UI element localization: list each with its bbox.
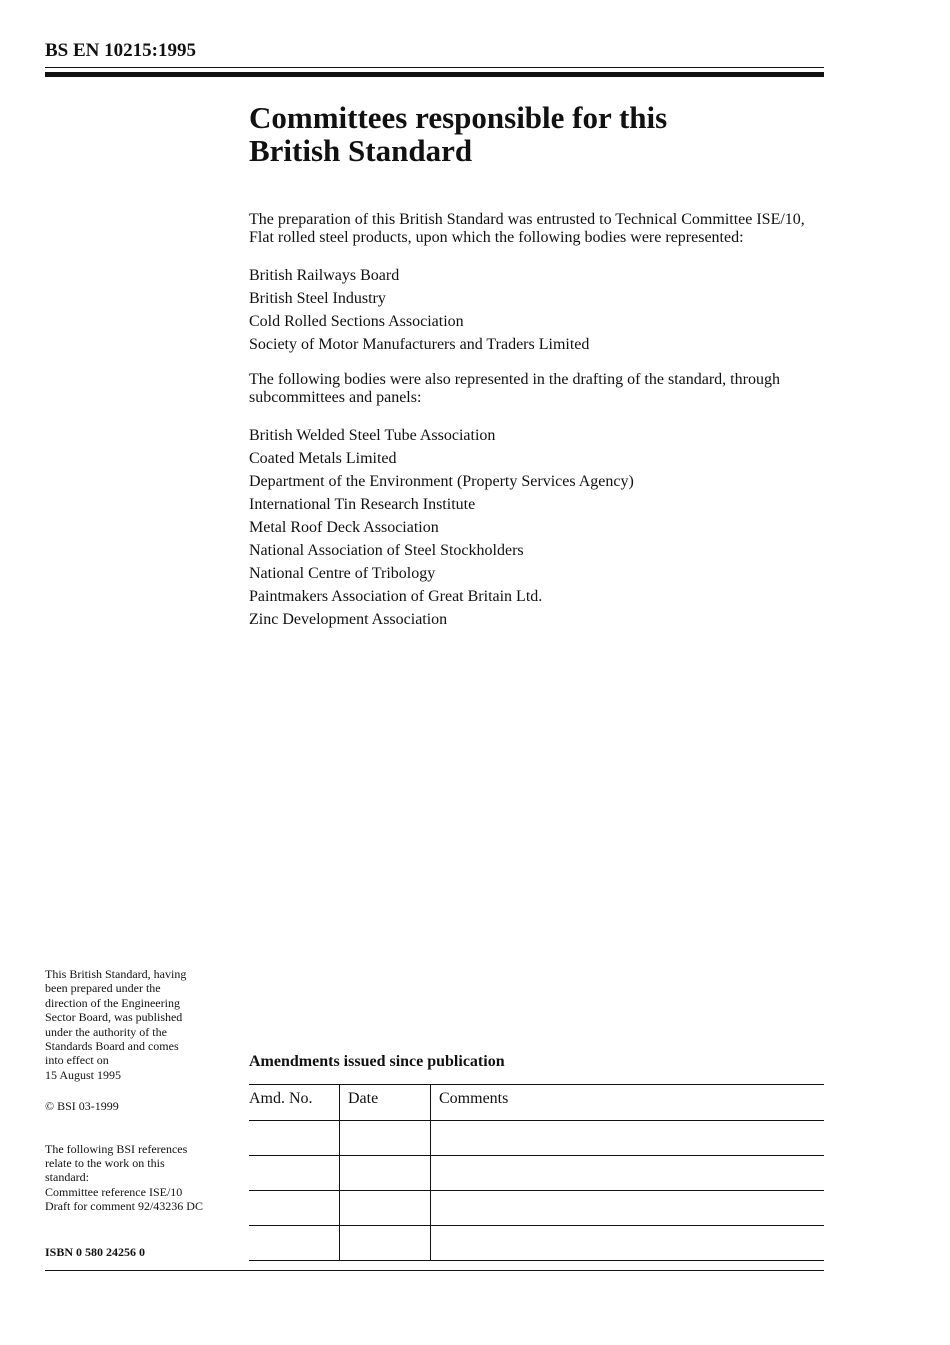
table-row: [249, 1121, 824, 1156]
committee-section: [249, 211, 829, 631]
footer-rule: [45, 1270, 824, 1271]
page-title-line-1: Committees responsible for this: [249, 100, 668, 135]
amendments-header-row: [249, 1085, 824, 1121]
table-cell: [431, 1121, 825, 1156]
publication-note: This British Standard, having been prepared under the direction of the Engineering Sector Board, was published under the authority of the Standards Board and comes into effect on 15 August 1995: [45, 967, 187, 1082]
publication-sidebar: [45, 967, 235, 1214]
list-item: National Association of Steel Stockholders: [249, 542, 524, 559]
list-item: National Centre of Tribology: [249, 565, 436, 582]
list-item: Coated Metals Limited: [249, 450, 397, 467]
list-item: British Steel Industry: [249, 290, 386, 307]
isbn: ISBN 0 580 24256 0: [45, 1245, 146, 1259]
represented-bodies-list: [249, 264, 829, 356]
copyright-notice: © BSI 03-1999: [45, 1099, 119, 1114]
table-row: [249, 1191, 824, 1226]
list-item: British Railways Board: [249, 267, 400, 284]
list-item: International Tin Research Institute: [249, 496, 476, 513]
document-code: BS EN 10215:1995: [45, 40, 196, 61]
table-cell: [249, 1121, 340, 1156]
header-thin-rule: [45, 67, 824, 68]
list-item: Zinc Development Association: [249, 611, 448, 628]
table-cell: [249, 1226, 340, 1261]
table-row: [249, 1226, 824, 1261]
amendments-heading: Amendments issued since publication: [249, 1053, 505, 1070]
table-cell: [431, 1226, 825, 1261]
list-item: Metal Roof Deck Association: [249, 519, 439, 536]
table-cell: [340, 1121, 431, 1156]
subcommittee-bodies-list: [249, 424, 829, 631]
table-row: [249, 1156, 824, 1191]
column-header-date: Date: [340, 1085, 431, 1121]
table-cell: [340, 1156, 431, 1191]
table-cell: [340, 1191, 431, 1226]
list-item: Paintmakers Association of Great Britain Ltd.: [249, 588, 543, 605]
table-cell: [431, 1191, 825, 1226]
table-cell: [249, 1191, 340, 1226]
list-item: Society of Motor Manufacturers and Traders Limited: [249, 336, 590, 353]
column-header-comments: Comments: [431, 1085, 825, 1121]
list-item: British Welded Steel Tube Association: [249, 427, 496, 444]
subcommittee-intro: The following bodies were also represented in the drafting of the standard, through subcommittees and panels:: [249, 371, 780, 406]
list-item: Cold Rolled Sections Association: [249, 313, 464, 330]
bsi-references: The following BSI references relate to the work on this standard: Committee reference ISE/10 Draft for comment 92/43236 DC: [45, 1141, 203, 1214]
amendments-table: [249, 1084, 824, 1261]
table-cell: [340, 1226, 431, 1261]
committee-intro: The preparation of this British Standard was entrusted to Technical Committee ISE/10, Flat rolled steel products, upon which the following bodies were represented:: [249, 211, 805, 246]
page-title-line-2: British Standard: [249, 133, 473, 168]
table-cell: [431, 1156, 825, 1191]
column-header-amd-no: Amd. No.: [249, 1085, 340, 1121]
header-thick-rule: [45, 72, 824, 77]
list-item: Department of the Environment (Property Services Agency): [249, 473, 634, 490]
table-cell: [249, 1156, 340, 1191]
page-title: [249, 101, 809, 167]
